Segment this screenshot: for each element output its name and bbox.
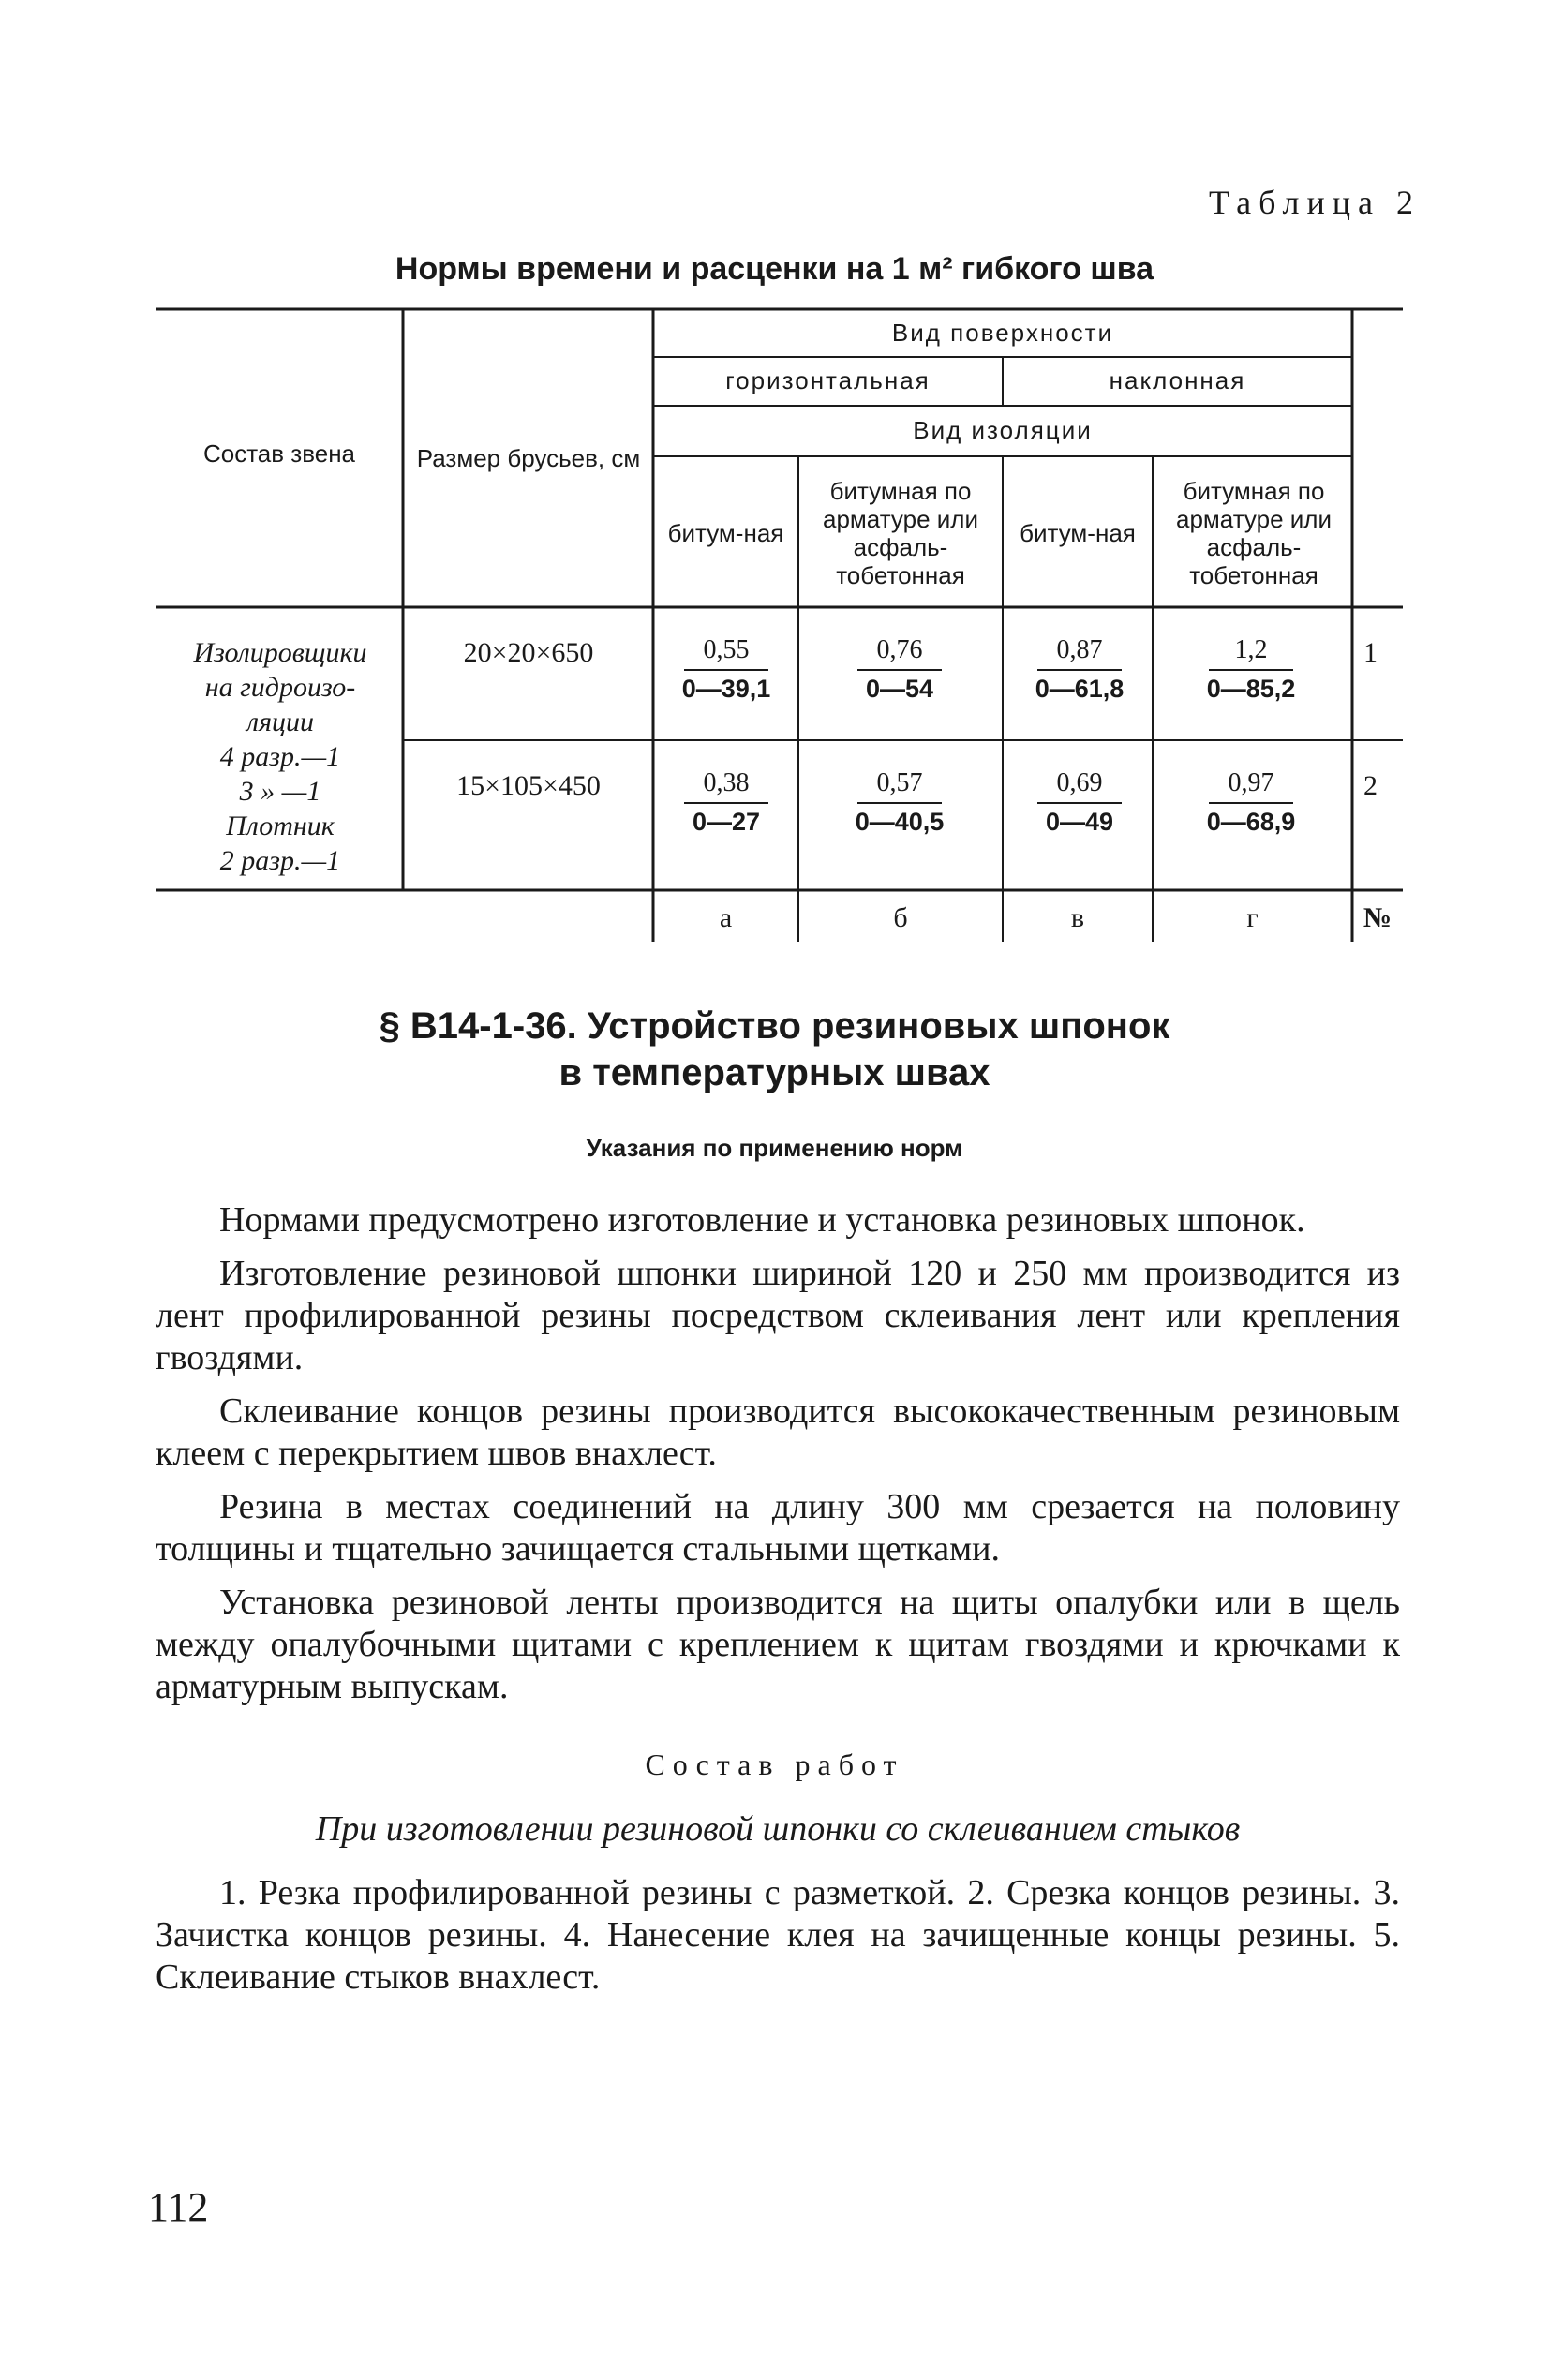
section-heading-line: в температурных швах xyxy=(559,1052,990,1093)
table-title: Нормы времени и расценки на 1 м² гибкого шва xyxy=(395,251,1154,287)
row-number-1: 1 xyxy=(1363,637,1378,668)
footer-col-a: а xyxy=(719,901,733,933)
insul-bitumen-header-c: битум-ная xyxy=(1020,519,1136,548)
rate-2c: 0,69 0—49 xyxy=(1014,768,1145,837)
staff-line: ляции xyxy=(246,707,315,737)
paragraph: 1. Резка профилированной резины с разметкой. 2. Срезка концов резины. 3. Зачистка концов резины. 4. Нанесение клея на зачищенные концы резины. 5. Склеивание стыков внахлест. xyxy=(156,1873,1400,1997)
footer-col-d: г xyxy=(1246,901,1259,933)
horizontal-header: горизонтальная xyxy=(725,366,931,395)
instructions-body xyxy=(156,1199,1400,1719)
staff-line: 3 » —1 xyxy=(239,776,321,807)
instructions-heading: Указания по применению норм xyxy=(586,1134,963,1162)
rate-2d: 0,97 0—68,9 xyxy=(1206,768,1296,836)
rate-2a: 0,38 0—27 xyxy=(670,768,782,837)
staff-line: Изолировщики xyxy=(193,637,367,668)
insulation-type-header: Вид изоляции xyxy=(913,416,1093,445)
paragraph: Склеивание концов резины производится высококачественным резиновым клеем с перекрытием швов внахлест. xyxy=(156,1391,1400,1473)
paragraph: Нормами предусмотрено изготовление и установка резиновых шпонок. xyxy=(219,1200,1305,1240)
surface-type-header: Вид поверхности xyxy=(891,318,1114,347)
staff-line: 4 разр.—1 xyxy=(219,741,341,772)
row-number-2: 2 xyxy=(1363,770,1378,801)
staff-line: 2 разр.—1 xyxy=(219,845,341,876)
insul-armature-header-d: битумная по арматуре или асфаль-тобетонная xyxy=(1176,477,1332,589)
page-number: 112 xyxy=(148,2184,209,2230)
size-row-2: 15×105×450 xyxy=(456,770,601,801)
table-label: Таблица 2 xyxy=(1209,184,1421,221)
inclined-header: наклонная xyxy=(1109,366,1246,395)
staff-composition xyxy=(157,635,403,878)
footer-col-b: б xyxy=(893,901,908,933)
section-heading xyxy=(0,1003,1549,1096)
footer-col-number: № xyxy=(1363,901,1393,933)
rate-1c: 0,87 0—61,8 xyxy=(1035,635,1125,703)
work-heading: Состав работ xyxy=(645,1748,904,1781)
insul-bitumen-header-a: битум-ная xyxy=(667,519,784,548)
work-subheading: При изготовлении резиновой шпонки со склеиванием стыков xyxy=(315,1809,1241,1849)
size-row-1: 20×20×650 xyxy=(463,637,594,668)
rate-1b: 0,76 0—54 xyxy=(834,635,965,704)
rate-1d: 1,2 0—85,2 xyxy=(1206,635,1296,703)
rate-2b: 0,57 0—40,5 xyxy=(855,768,945,836)
work-body xyxy=(156,1872,1400,2010)
rate-1a: 0,55 0—39,1 xyxy=(681,635,771,703)
paragraph: Резина в местах соединений на длину 300 мм срезается на половину толщины и тщательно зачищается стальными щетками. xyxy=(156,1487,1400,1569)
section-heading-line: § В14-1-36. Устройство резиновых шпонок xyxy=(379,1005,1170,1047)
insul-armature-header-b: битумная по арматуре или асфаль-тобетонная xyxy=(823,477,978,589)
staff-line: на гидроизо- xyxy=(204,672,356,703)
paragraph: Установка резиновой ленты производится на щиты опалубки или в щель между опалубочными щитами с креплением к щитам гвоздями и крючками к арматурным выпускам. xyxy=(156,1583,1400,1706)
footer-col-c: в xyxy=(1070,901,1085,933)
col-size-header: Размер брусьев, см xyxy=(416,444,641,473)
staff-line: Плотник xyxy=(226,811,335,841)
col-staff-header: Состав звена xyxy=(202,439,356,469)
paragraph: Изготовление резиновой шпонки шириной 120 и 250 мм производится из лент профилированной резины посредством склеивания лент или крепления гвоздями. xyxy=(156,1254,1400,1377)
